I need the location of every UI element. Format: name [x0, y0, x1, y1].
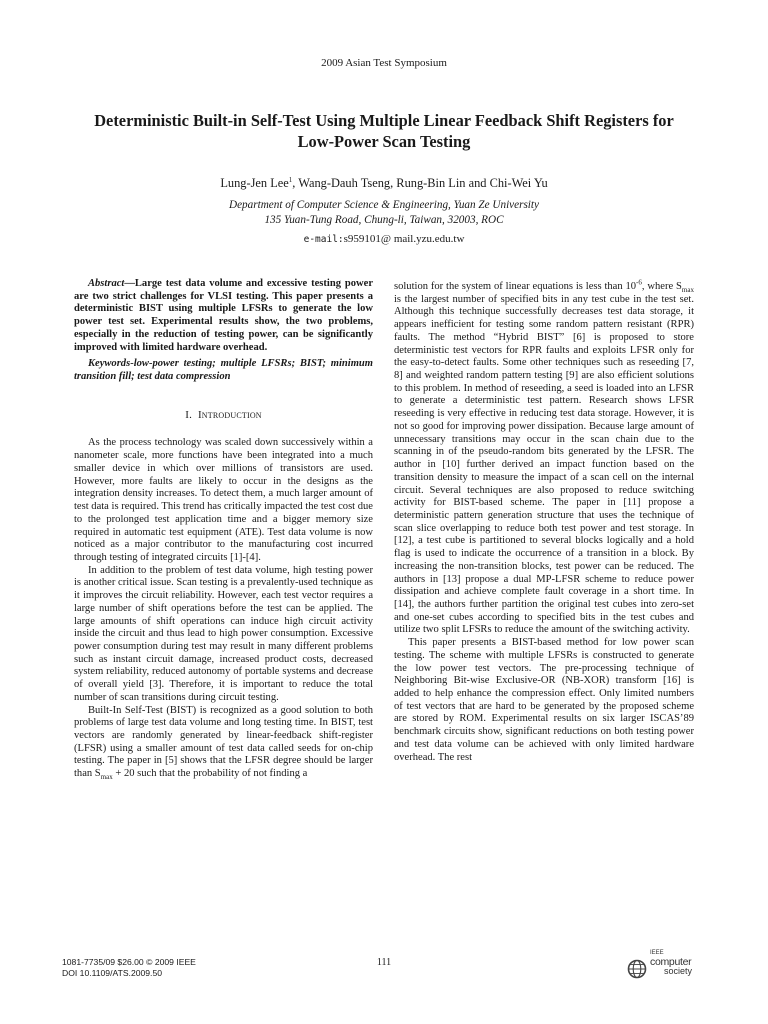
logo-wordmark	[650, 950, 692, 976]
keywords: Keywords-low-power testing; multiple LFSRs; BIST; minimum transition fill; test data compression	[74, 358, 373, 383]
first-author: Lung-Jen Lee	[220, 176, 289, 190]
email-address: s959101@ mail.yzu.edu.tw	[343, 233, 465, 245]
abstract-label: Abstract	[88, 278, 125, 289]
affiliation-address: 135 Yuan-Tung Road, Chung-li, Taiwan, 32003, ROC	[264, 214, 504, 226]
logo-society: society	[664, 966, 693, 976]
logo-ieee: IEEE	[650, 950, 664, 956]
section-heading-introduction	[74, 409, 373, 422]
body-paragraph: As the process technology was scaled down successively within a nanometer scale, more functions have been integrated into a much smaller device in which over millions of transistors are used. However, more faults are likely to occur in the designs as the integration density increases. To detect them, a much larger amount of test data is required. This trend has critically impacted the test cost due to the prolonged test application time and a bigger memory size required in automatic test equipment (ATE). Test data volume is now noticed as a major contributor to the manufacturing cost incurred through testing of integrated circuits [1]-[4].	[74, 437, 373, 563]
right-column	[394, 278, 694, 764]
body-paragraph: Built-In Self-Test (BIST) is recognized as a good solution to both problems of large test data volume and long testing time. In BIST, test vectors are randomly generated by linear-feedback shift-register (LFSR) using a smaller amount of test data called seeds for on-chip testing. The paper in [5] shows that the LFSR degree should be larger than $S_{max} + 20$ such that the probability of not finding a	[74, 704, 373, 782]
email-line	[0, 233, 768, 245]
ieee-computer-society-logo	[626, 950, 706, 980]
section-number: I.	[185, 408, 193, 421]
title-line-2: Low-Power Scan Testing	[297, 132, 471, 151]
left-column	[74, 278, 373, 781]
title-line-1: Deterministic Built-in Self-Test Using Multiple Linear Feedback Shift Registers for	[94, 111, 674, 130]
author-list	[0, 176, 768, 191]
author-footnote-mark: 1	[288, 175, 293, 184]
globe-icon	[626, 958, 648, 980]
affiliation	[0, 198, 768, 228]
conference-header: 2009 Asian Test Symposium	[321, 57, 447, 69]
abstract-text: Large test data volume and excessive testing power are two strict challenges for VLSI testing. This paper presents a deterministic BIST using multiple LFSRs to generate the low power test set. Experimental results show, the two problems, especially in the reduction of testing power, can be significantly improved with limited hardware overhead.	[74, 278, 373, 353]
doi-line: DOI 10.1109/ATS.2009.50	[62, 968, 163, 978]
logo-computer: computer	[650, 956, 692, 968]
other-authors: , Wang-Dauh Tseng, Rung-Bin Lin and Chi-Wei Yu	[292, 176, 548, 190]
section-title: Introduction	[197, 408, 262, 421]
copyright-line: 1081-7735/09 $26.00 © 2009 IEEE	[62, 957, 196, 967]
page-number: 111	[376, 957, 392, 968]
body-paragraph: In addition to the problem of test data volume, high testing power is another critical issue. Scan testing is a prevalently-used technique as it improves the circuit reliability. However, each test vector requires a large number of shift operations before the test can be applied. The large amounts of shift operations can induce high circuit activity inside the circuit and thus lead to high power consumption. Excessive power consumption during test may result in many different problems such as instant circuit damage, increased product costs, decreased system reliability, reduced autonomy of portable systems and decrease of overall yield [3]. Therefore, it is important to reduce the total number of scan transitions during circuit testing.	[74, 564, 373, 703]
email-label: e-mail:	[303, 234, 344, 245]
body-paragraph: This paper presents a BIST-based method for low power scan testing. The scheme with multiple LFSRs is constructed to generate the low power test vectors. The pre-processing technique of Neighboring Bit-wise Exclusive-OR (NB-XOR) transform [16] is added to help enhance the compression effect. Only limited numbers of test vectors that are hard to be generated by the proposed scheme are stored by ROM. Experimental results on six larger ISCAS’89 benchmark circuits show, significant reductions on both testing power and test data volume can be achieved with only limited hardware overhead. The rest	[394, 637, 694, 763]
affiliation-department: Department of Computer Science & Engineering, Yuan Ze University	[229, 199, 539, 211]
paper-title	[60, 110, 708, 152]
abstract: Abstract—Large test data volume and excessive testing power are two strict challenges for VLSI testing. This paper presents a deterministic BIST using multiple LFSRs to generate the low power test set. Experimental results show, the two problems, especially in the reduction of testing power, can be significantly improved with limited hardware overhead.	[74, 278, 373, 353]
body-paragraph-continued: solution for the system of linear equations is less than $10^{-6}$, where $S_{max}$ is the largest number of specified bits in any test cube in the test set. Although this technique successfully decreases test data storage, it appears inefficient for testing some random pattern resistant (RPR) faults. The method “Hybrid BIST” [6] is proposed to store deterministic test vectors for RPR faults and exploits LFSR only for the easy-to-detect faults. Some other techniques such as reseeding [7, 8] and weighted random pattern testing [9] are also efficient solutions to this problem. In method of reseeding, a seed is loaded into an LFSR to generate a deterministic test pattern. Research shows LFSR reseeding is very effective in reducing test data storage. However, it is not so good for improving power dissipation. Because large amount of unnecessary transitions may occur in the scan chain due to the scanning in of the pseudo-random bits generated by the LFSR. The author in [10] further derived an impact function based on the transition density to measure the impact of a scan cell on the internal circuit. Several techniques are also proposed to reduce switching activity for BIST-based scheme. The paper in [11] propose a deterministic pattern generation structure that uses the technique of scan slice overlapping to reduce both test power and test storage. In [12], a test cube is partitioned to several blocks logically and a hold flag is used to indicate the occurrence of a transition in a block. By increasing the non-transition blocks, test power can be reduced. The authors in [13] propose a dual MP-LFSR scheme to reduce power dissipation and achieve complete fault coverage in a short time. In [14], the authors further partition the original test cubes into zero-set and one-set cubes according to specified bits in the test cubes and utilize two split LFSRs to reduce the amount of the switching activity.	[394, 278, 694, 636]
